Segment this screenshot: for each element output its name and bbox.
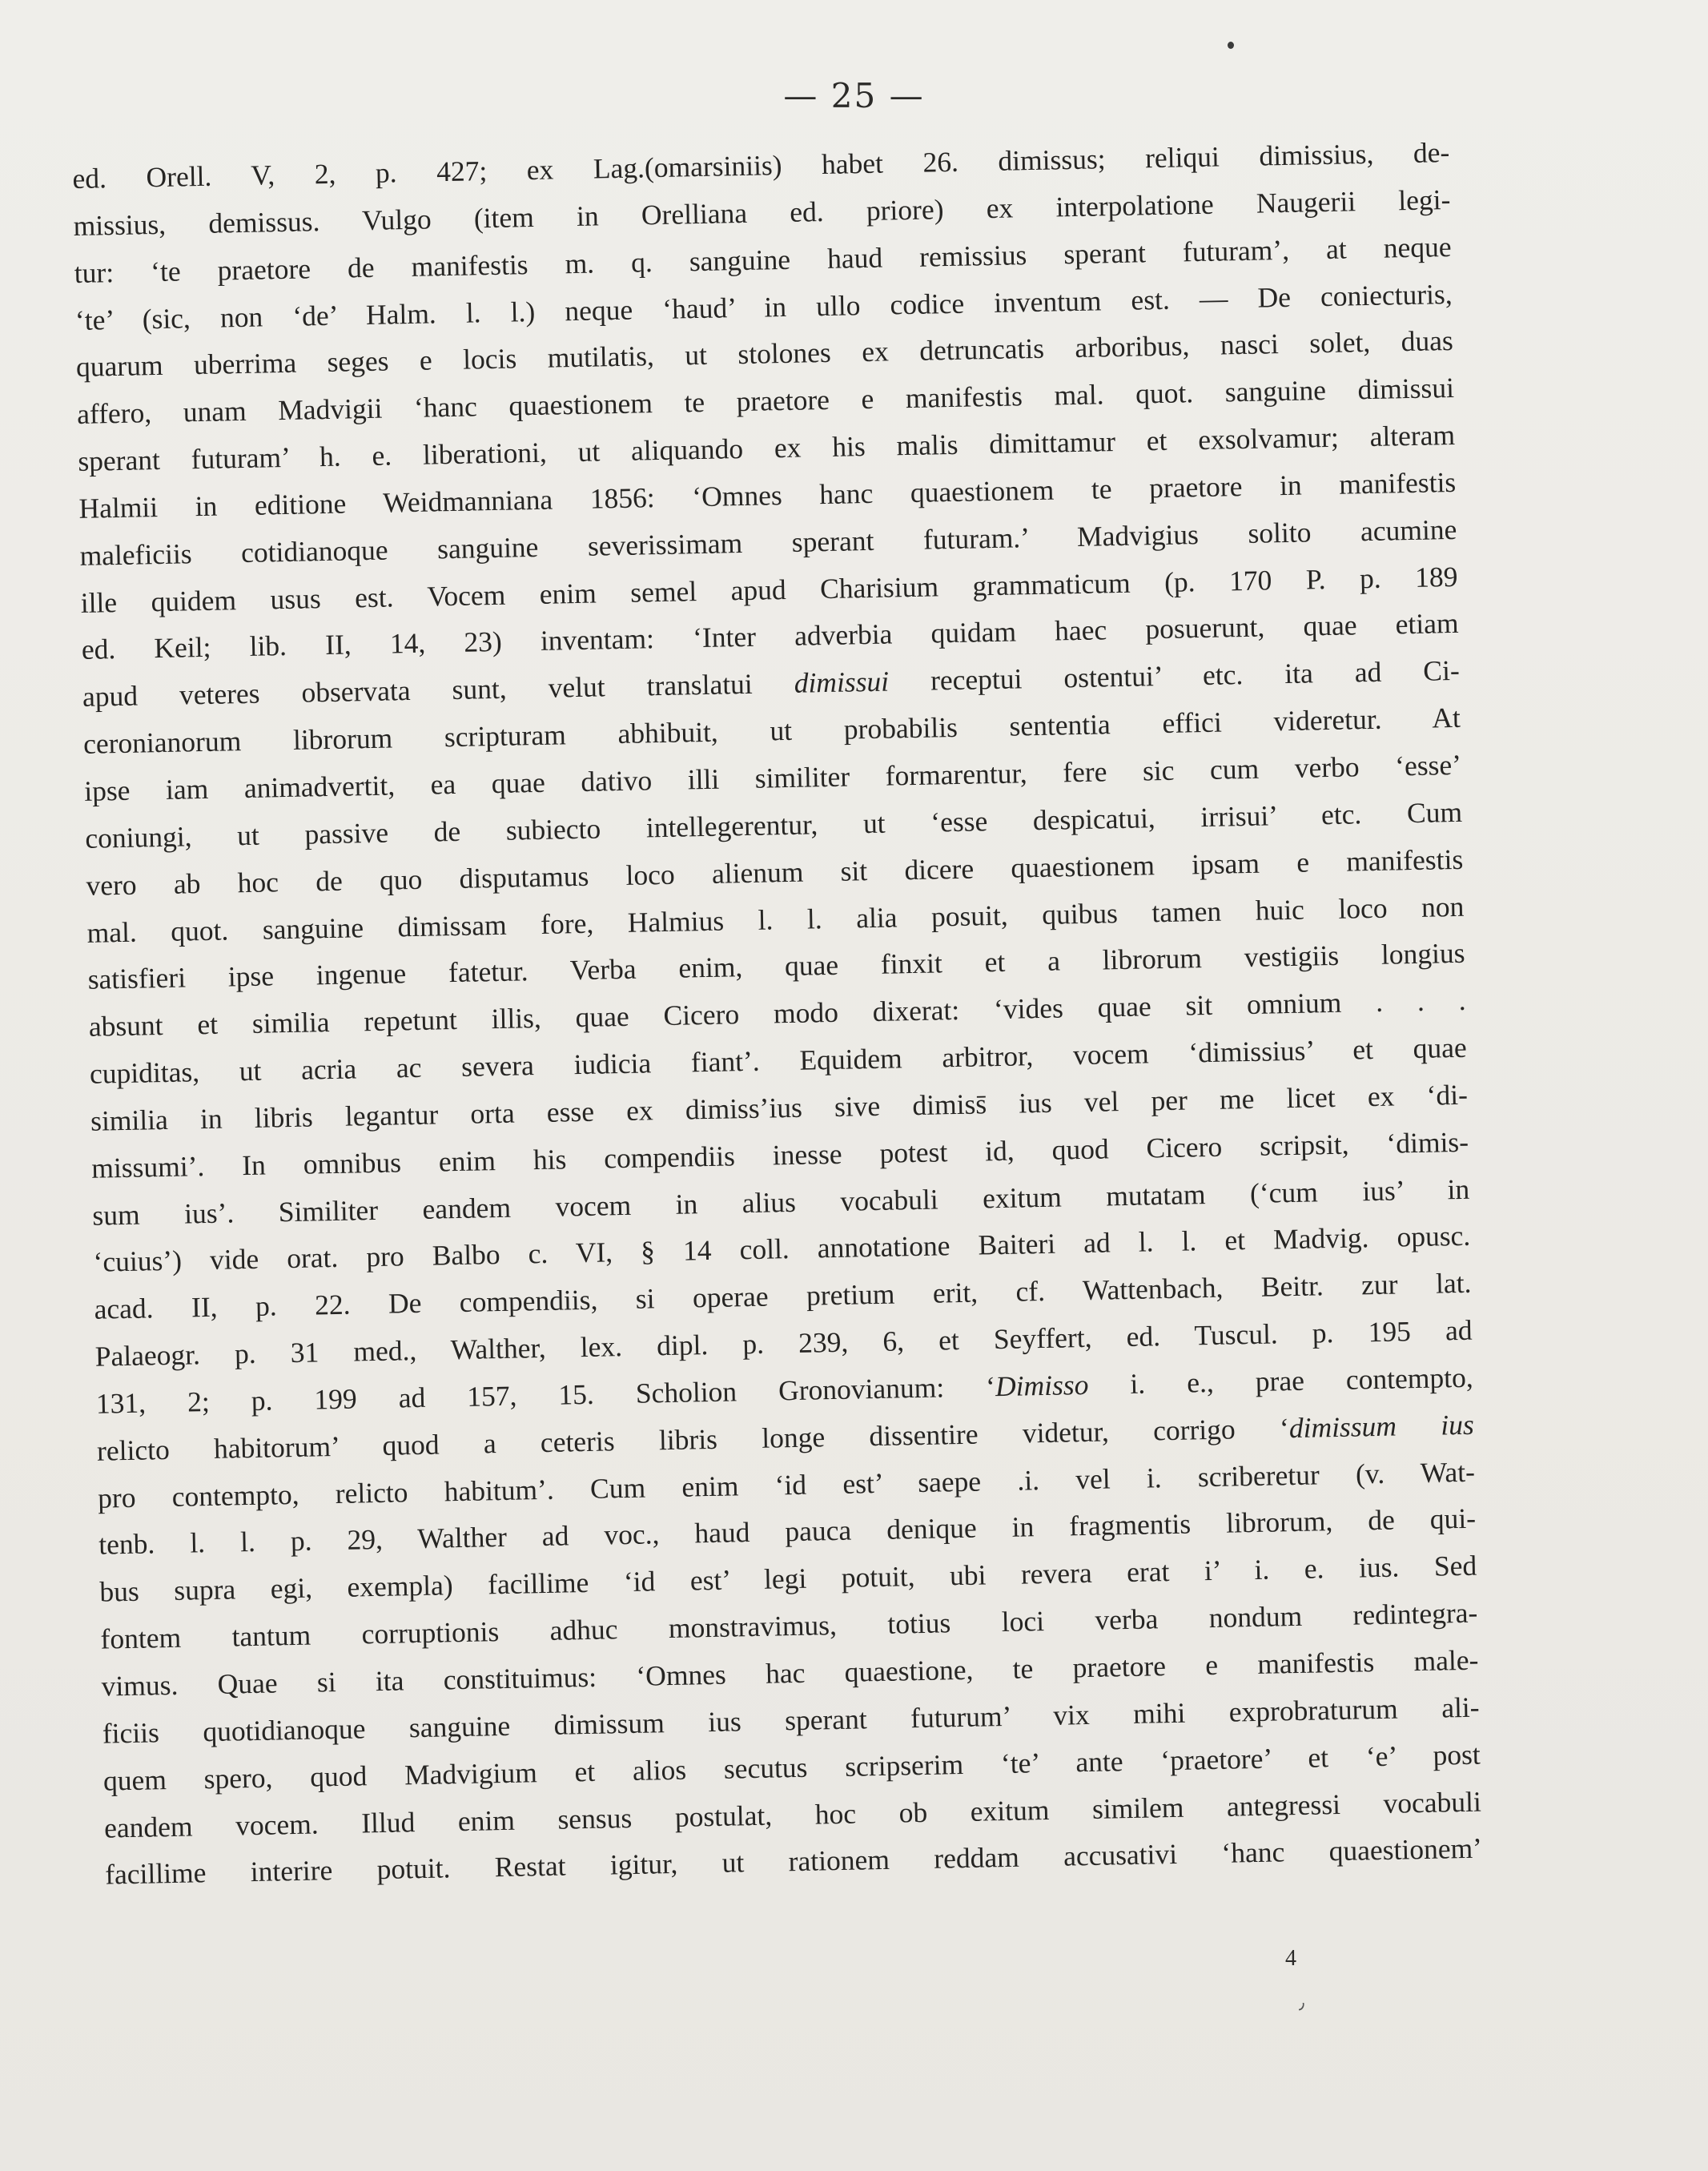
text-line: apud veteres observata sunt, velut translatui dimissui receptui ostentui’ etc. ita ad Ci- — [82, 654, 1461, 714]
italic-word: Dimisso — [995, 1368, 1089, 1403]
text-line: missumi’. In omnibus enim his compendiis inesse potest id, quod Cicero scripsit, ‘dimis- — [90, 1125, 1469, 1184]
text-line: satisfieri ipse ingenue fatetur. Verba enim, quae finxit et a librorum vestigiis longius — [87, 937, 1465, 996]
italic-word: dimissum ius — [1288, 1408, 1475, 1444]
text-line: pro contempto, relicto habitum’. Cum enim ‘id est’ saepe .i. vel i. scriberetur (v. Wat- — [97, 1455, 1476, 1514]
text-line: maleficiis cotidianoque sanguine severissimam sperant futuram.’ Madvigius solito acumine — [79, 513, 1457, 572]
text-line: ille quidem usus est. Vocem enim semel apud Charisium grammaticum (p. 170 P. p. 189 — [80, 560, 1458, 619]
text-line: tenb. l. l. p. 29, Walther ad voc., haud pauca denique in fragmentis librorum, de qui- — [98, 1502, 1477, 1562]
text-line: similia in libris legantur orta esse ex dimiss’ius sive dimiss̄ ius vel per me licet ex ‘di- — [90, 1078, 1469, 1137]
text-line: missius, demissus. Vulgo (item in Orelliana ed. priore) ex interpolatione Naugerii legi- — [73, 183, 1451, 242]
text-line: Halmii in editione Weidmanniana 1856: ‘Omnes hanc quaestionem te praetore in manifestis — [78, 465, 1457, 525]
text-line: facillime interire potuit. Restat igitur, ut rationem reddam accusativi ‘hanc quaestionem’ — [104, 1831, 1483, 1891]
text-line: acad. II, p. 22. De compendiis, si operae pretium erit, cf. Wattenbach, Beitr. zur lat. — [94, 1266, 1472, 1325]
page-number: — 25 — — [783, 76, 925, 115]
text-line: tur: ‘te praetore de manifestis m. q. sanguine haud remissius sperant futuram’, at neque — [74, 230, 1452, 289]
text-line: vimus. Quae si ita constituimus: ‘Omnes hac quaestione, te praetore e manifestis male- — [101, 1643, 1479, 1703]
text-line: quarum uberrima seges e locis mutilatis, ut stolones ex detruncatis arboribus, nasci solet, duas — [75, 324, 1454, 384]
signature-mark: 4 — [1285, 1946, 1296, 1971]
text-line: mal. quot. sanguine dimissam fore, Halmius l. l. alia posuit, quibus tamen huic loco non — [86, 890, 1465, 949]
text-line: coniungi, ut passive de subiecto intellegerentur, ut ‘esse despicatui, irrisui’ etc. Cum — [84, 795, 1463, 854]
text-line: bus supra egi, exempla) facillime ‘id est’ legi potuit, ubi revera erat i’ i. e. ius. Sed — [99, 1549, 1477, 1608]
text-line: quem spero, quod Madvigium et alios secutus scripserim ‘te’ ante ‘praetore’ et ‘e’ post — [102, 1738, 1481, 1797]
text-line: relicto habitorum’ quod a ceteris libris longe dissentire videtur, corrigo ‘dimissum ius — [96, 1408, 1475, 1467]
text-line: ed. Orell. V, 2, p. 427; ex Lag.(omarsiniis) habet 26. dimissus; reliqui dimissius, de- — [72, 135, 1450, 195]
text-line: absunt et similia repetunt illis, quae Cicero modo dixerat: ‘vides quae sit omnium . . . — [88, 983, 1466, 1043]
text-line: cupiditas, ut acria ac severa iudicia fiant’. Equidem arbitror, vocem ‘dimissius’ et quae — [89, 1031, 1468, 1090]
italic-word: dimissui — [794, 665, 890, 700]
text-line: vero ab hoc de quo disputamus loco alienum sit dicere quaestionem ipsam e manifestis — [86, 842, 1464, 902]
text-line: sperant futuram’ h. e. liberationi, ut aliquando ex his malis dimittamur et exsolvamur; alteram — [77, 418, 1456, 477]
text-line: sum ius’. Similiter eandem vocem in alius vocabuli exitum mutatam (‘cum ius’ in — [92, 1172, 1470, 1232]
text-line: ‘cuius’) vide orat. pro Balbo c. VI, § 14 coll. annotatione Baiteri ad l. l. et Madvig. opusc. — [93, 1220, 1471, 1279]
text-line: eandem vocem. Illud enim sensus postulat, hoc ob exitum similem antegressi vocabuli — [103, 1785, 1482, 1844]
text-line: ‘te’ (sic, non ‘de’ Halm. l. l.) neque ‘haud’ in ullo codice inventum est. — De coniecturis, — [74, 277, 1453, 336]
stray-mark: ٫ — [1299, 1992, 1305, 2012]
text-line: ceronianorum librorum scripturam abhibuit, ut probabilis sententia effici videretur. At — [82, 701, 1461, 760]
text-line: ipse iam animadvertit, ea quae dativo illi similiter formarentur, fere sic cum verbo ‘esse’ — [83, 748, 1462, 807]
text-line: Palaeogr. p. 31 med., Walther, lex. dipl. p. 239, 6, et Seyffert, ed. Tuscul. p. 195 ad — [94, 1313, 1473, 1373]
ink-speck — [1228, 42, 1234, 49]
text-line: ficiis quotidianoque sanguine dimissum ius sperant futurum’ vix mihi exprobraturum ali- — [102, 1691, 1480, 1750]
text-line: ed. Keil; lib. II, 14, 23) inventam: ‘Inter adverbia quidam haec posuerunt, quae etiam — [81, 607, 1459, 666]
body-text — [72, 129, 1482, 1899]
text-line: affero, unam Madvigii ‘hanc quaestionem te praetore e manifestis mal. quot. sanguine dimissui — [76, 372, 1455, 431]
text-line: 131, 2; p. 199 ad 157, 15. Scholion Gronovianum: ‘Dimisso i. e., prae contempto, — [95, 1361, 1473, 1420]
text-line: fontem tantum corruptionis adhuc monstravimus, totius loci verba nondum redintegra- — [100, 1596, 1478, 1655]
